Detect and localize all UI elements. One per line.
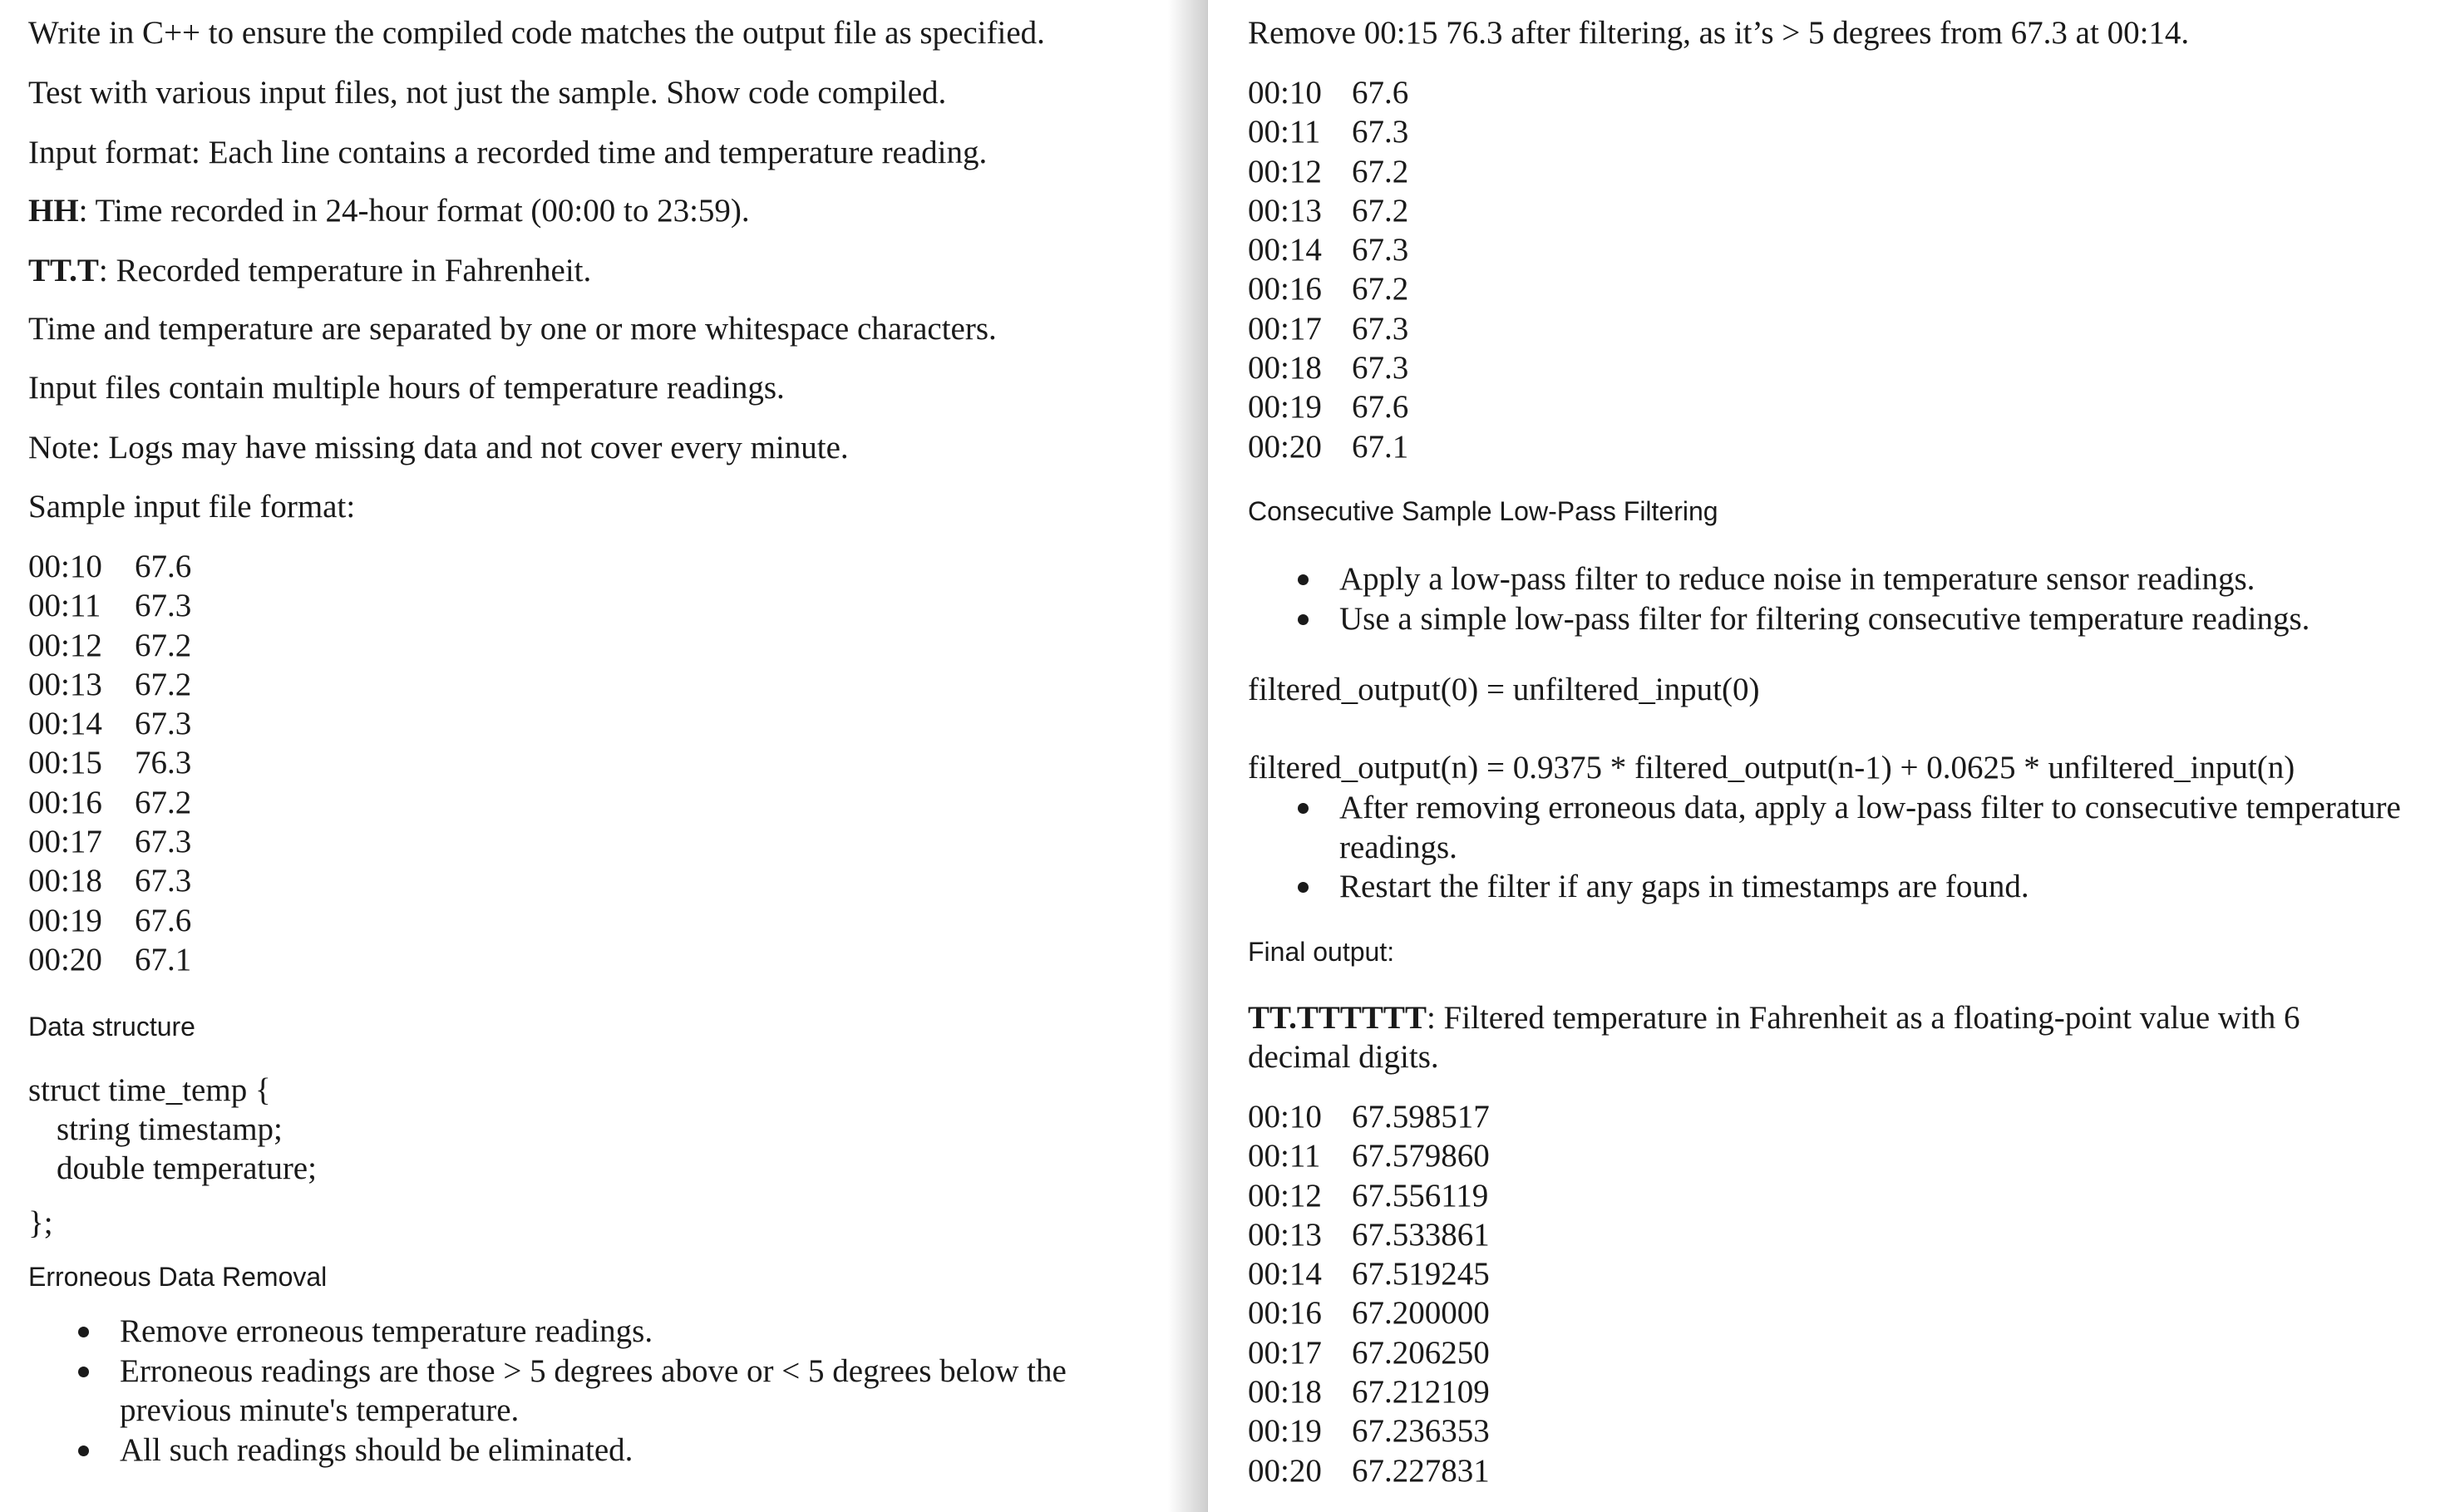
filtered-input-list (1248, 73, 1408, 466)
sample-row (28, 783, 191, 822)
tt-definition (28, 251, 591, 290)
removal-note: Remove 00:15 76.3 after filtering, as it’s > 5 degrees from 67.3 at 00:14. (1248, 15, 2190, 51)
final-output-heading: Final output: (1248, 937, 1395, 967)
time-cell: 00:16 (1248, 1295, 1322, 1332)
temp-cell: 67.6 (1352, 389, 1409, 426)
temp-cell: 67.227831 (1352, 1452, 1490, 1489)
sample-row (28, 704, 191, 743)
left-page (0, 0, 1168, 1512)
temp-cell: 67.3 (1352, 350, 1409, 387)
time-cell: 00:14 (28, 706, 102, 742)
formula-recursive: filtered_output(n) = 0.9375 * filtered_output(n-1) + 0.0625 * unfiltered_input(n) (1248, 750, 2295, 786)
temp-cell: 67.206250 (1352, 1334, 1490, 1371)
filtered-row (1248, 112, 1408, 151)
output-row (1248, 1333, 1490, 1372)
final-output-definition (1248, 998, 2379, 1076)
time-cell: 00:13 (1248, 1216, 1322, 1253)
lowpass-heading: Consecutive Sample Low-Pass Filtering (1248, 496, 1718, 526)
output-row (1248, 1136, 1490, 1175)
time-cell: 00:20 (1248, 1452, 1322, 1489)
page-gutter (1168, 0, 1207, 1512)
temp-cell: 67.3 (1352, 310, 1409, 347)
final-output-list (1248, 1097, 1490, 1490)
time-cell: 00:14 (1248, 1256, 1322, 1293)
bullet-item: Remove erroneous temperature readings. (75, 1312, 1110, 1352)
temp-cell: 67.200000 (1352, 1295, 1490, 1332)
instruction-line: Test with various input files, not just the sample. Show code compiled. (28, 75, 947, 111)
filter-rules-bullet-list (1294, 788, 2442, 907)
erroneous-bullet-list (75, 1312, 1110, 1470)
sample-row (28, 901, 191, 940)
instruction-line: Time and temperature are separated by one or more whitespace characters. (28, 311, 997, 347)
sample-row (28, 626, 191, 665)
sample-row (28, 547, 191, 586)
sample-row (28, 586, 191, 625)
sample-row (28, 665, 191, 704)
filtered-row (1248, 427, 1408, 466)
bullet-item: After removing erroneous data, apply a low-pass filter to consecutive temperature readings. (1294, 788, 2442, 867)
time-cell: 00:20 (1248, 428, 1322, 465)
data-structure-heading: Data structure (28, 1012, 195, 1042)
hh-label: HH (28, 193, 79, 229)
erroneous-heading: Erroneous Data Removal (28, 1262, 328, 1292)
sample-row (28, 743, 191, 782)
output-row (1248, 1451, 1490, 1490)
instruction-line: Input format: Each line contains a recorded time and temperature reading. (28, 135, 988, 170)
time-cell: 00:20 (28, 941, 102, 978)
bullet-item: Erroneous readings are those > 5 degrees above or < 5 degrees below the previous minute's temperature. (75, 1352, 1110, 1431)
temp-cell: 67.556119 (1352, 1177, 1489, 1214)
temp-cell: 67.236353 (1352, 1413, 1490, 1450)
output-row (1248, 1411, 1490, 1450)
filtered-row (1248, 230, 1408, 269)
time-cell: 00:11 (28, 588, 101, 624)
temp-cell: 67.3 (135, 588, 192, 624)
temp-cell: 67.6 (135, 549, 192, 584)
temp-cell: 67.2 (1352, 271, 1409, 308)
right-page (1207, 0, 2455, 1512)
formula-initial: filtered_output(0) = unfiltered_input(0) (1248, 672, 1760, 707)
final-output-text: : Filtered temperature in Fahrenheit as a floating-point value with 6 decimal digits. (1248, 1000, 2300, 1075)
time-cell: 00:16 (1248, 271, 1322, 308)
bullet-item: Restart the filter if any gaps in timestamps are found. (1294, 867, 2442, 907)
temp-cell: 67.598517 (1352, 1099, 1490, 1135)
filtered-row (1248, 387, 1408, 426)
time-cell: 00:19 (1248, 1413, 1322, 1450)
sample-row (28, 861, 191, 900)
bullet-item: All such readings should be eliminated. (75, 1431, 1110, 1470)
time-cell: 00:13 (28, 666, 102, 702)
time-cell: 00:12 (28, 627, 102, 663)
instruction-line: Note: Logs may have missing data and not cover every minute. (28, 430, 849, 465)
time-cell: 00:19 (1248, 389, 1322, 426)
code-block (28, 1071, 317, 1188)
temp-cell: 67.2 (135, 627, 192, 663)
temp-cell: 67.3 (135, 706, 192, 742)
bullet-item: Apply a low-pass filter to reduce noise in temperature sensor readings. (1294, 559, 2442, 599)
temp-cell: 67.2 (135, 666, 192, 702)
sample-row (28, 822, 191, 861)
lowpass-bullet-list (1294, 559, 2442, 638)
temp-cell: 67.2 (1352, 192, 1409, 229)
time-cell: 00:19 (28, 902, 102, 938)
output-row (1248, 1097, 1490, 1136)
sample-row (28, 940, 191, 979)
time-cell: 00:18 (28, 863, 102, 899)
code-line: double temperature; (57, 1150, 317, 1186)
output-row (1248, 1254, 1490, 1293)
time-cell: 00:15 (28, 745, 102, 781)
time-cell: 00:10 (1248, 1099, 1322, 1135)
time-cell: 00:11 (1248, 114, 1321, 150)
instruction-line: Input files contain multiple hours of temperature readings. (28, 370, 785, 406)
bullet-item: Use a simple low-pass filter for filtering consecutive temperature readings. (1294, 599, 2442, 639)
temp-cell: 67.212109 (1352, 1374, 1490, 1411)
time-cell: 00:12 (1248, 153, 1322, 190)
time-cell: 00:13 (1248, 192, 1322, 229)
temp-cell: 67.2 (135, 784, 192, 820)
filtered-row (1248, 309, 1408, 348)
filtered-row (1248, 73, 1408, 112)
temp-cell: 67.3 (135, 863, 192, 899)
output-row (1248, 1293, 1490, 1332)
code-line: string timestamp; (57, 1111, 283, 1147)
tt-label: TT.T (28, 253, 99, 288)
time-cell: 00:14 (1248, 232, 1322, 268)
temp-cell: 67.3 (1352, 232, 1409, 268)
filtered-row (1248, 269, 1408, 308)
temp-cell: 67.6 (1352, 75, 1409, 111)
time-cell: 00:17 (1248, 310, 1322, 347)
code-line: }; (28, 1205, 53, 1241)
time-cell: 00:18 (1248, 1374, 1322, 1411)
final-output-label: TT.TTTTTT (1248, 1000, 1427, 1036)
time-cell: 00:10 (28, 549, 102, 584)
output-row (1248, 1215, 1490, 1254)
time-cell: 00:16 (28, 784, 102, 820)
time-cell: 00:10 (1248, 75, 1322, 111)
filtered-row (1248, 191, 1408, 230)
sample-format-label: Sample input file format: (28, 489, 356, 525)
time-cell: 00:12 (1248, 1177, 1322, 1214)
temp-cell: 67.579860 (1352, 1138, 1490, 1175)
output-row (1248, 1372, 1490, 1411)
temp-cell: 67.519245 (1352, 1256, 1490, 1293)
tt-text: : Recorded temperature in Fahrenheit. (98, 253, 592, 288)
temp-cell: 67.1 (135, 941, 192, 978)
instruction-line: Write in C++ to ensure the compiled code matches the output file as specified. (28, 15, 1045, 51)
output-row (1248, 1176, 1490, 1215)
temp-cell: 67.3 (135, 824, 192, 860)
hh-text: : Time recorded in 24-hour format (00:00 to 23:59). (78, 193, 750, 229)
temp-cell: 76.3 (135, 745, 192, 781)
filtered-row (1248, 348, 1408, 387)
sample-input-list (28, 547, 191, 979)
temp-cell: 67.2 (1352, 153, 1409, 190)
temp-cell: 67.533861 (1352, 1216, 1490, 1253)
time-cell: 00:11 (1248, 1138, 1321, 1175)
temp-cell: 67.6 (135, 902, 192, 938)
hh-definition (28, 191, 750, 230)
temp-cell: 67.1 (1352, 428, 1409, 465)
time-cell: 00:17 (28, 824, 102, 860)
temp-cell: 67.3 (1352, 114, 1409, 150)
time-cell: 00:18 (1248, 350, 1322, 387)
code-line: struct time_temp { (28, 1072, 271, 1108)
time-cell: 00:17 (1248, 1334, 1322, 1371)
filtered-row (1248, 152, 1408, 191)
